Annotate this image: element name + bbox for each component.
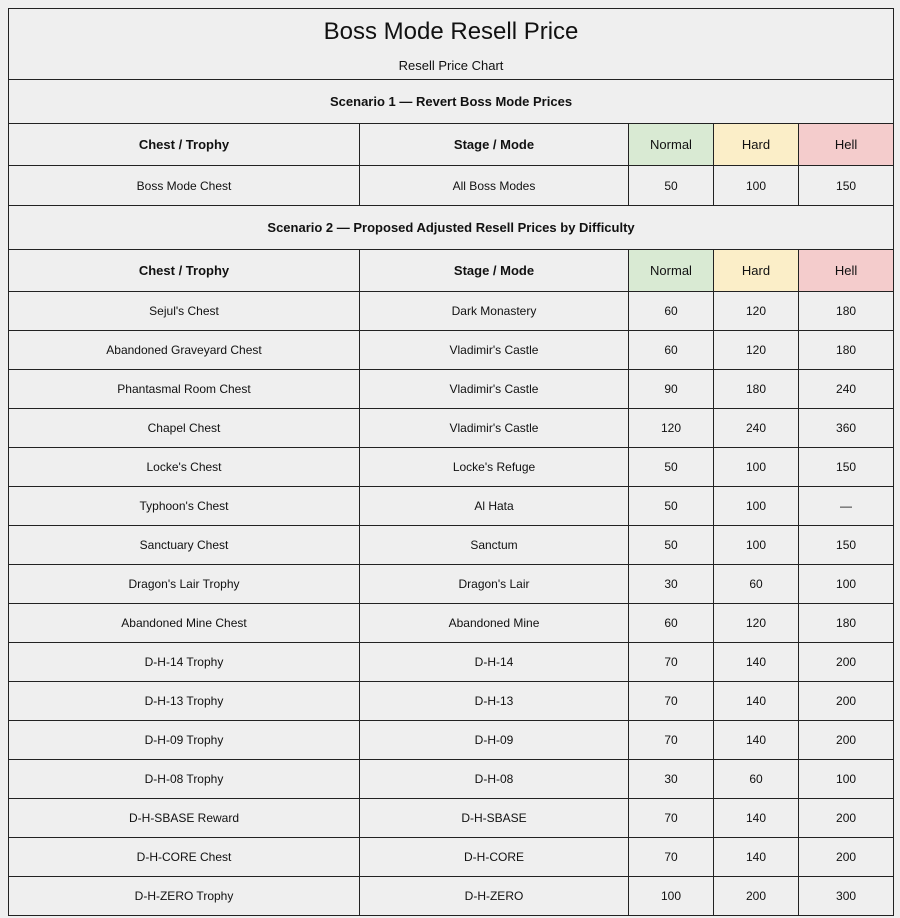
column-header-chest: Chest / Trophy — [9, 124, 360, 166]
cell-chest: Locke's Chest — [9, 448, 360, 487]
cell-hard: 240 — [714, 409, 799, 448]
cell-hard: 100 — [714, 166, 799, 206]
column-header-chest: Chest / Trophy — [9, 250, 360, 292]
table-row — [9, 643, 894, 682]
cell-stage: Vladimir's Castle — [360, 370, 629, 409]
title-cell — [9, 9, 894, 80]
cell-hard: 120 — [714, 292, 799, 331]
cell-normal: 90 — [629, 370, 714, 409]
scenario1-section-label: Scenario 1 — Revert Boss Mode Prices — [9, 80, 894, 124]
cell-chest: D-H-13 Trophy — [9, 682, 360, 721]
cell-normal: 30 — [629, 760, 714, 799]
cell-stage: Vladimir's Castle — [360, 331, 629, 370]
page-subtitle: Resell Price Chart — [398, 57, 504, 73]
scenario2-section-label: Scenario 2 — Proposed Adjusted Resell Prices by Difficulty — [9, 206, 894, 250]
column-header-normal: Normal — [629, 250, 714, 292]
cell-hard: 200 — [714, 877, 799, 916]
cell-hard: 120 — [714, 331, 799, 370]
cell-normal: 60 — [629, 331, 714, 370]
cell-hard: 140 — [714, 682, 799, 721]
cell-normal: 70 — [629, 721, 714, 760]
table-row — [9, 166, 894, 206]
cell-chest: Sejul's Chest — [9, 292, 360, 331]
table-row — [9, 721, 894, 760]
cell-stage: D-H-ZERO — [360, 877, 629, 916]
cell-hell: 300 — [799, 877, 894, 916]
cell-stage: Al Hata — [360, 487, 629, 526]
cell-normal: 60 — [629, 292, 714, 331]
column-header-hell: Hell — [799, 250, 894, 292]
cell-normal: 70 — [629, 643, 714, 682]
cell-hell: 180 — [799, 604, 894, 643]
cell-hell: — — [799, 487, 894, 526]
table-row — [9, 799, 894, 838]
cell-stage: D-H-09 — [360, 721, 629, 760]
cell-chest: D-H-14 Trophy — [9, 643, 360, 682]
table-row — [9, 877, 894, 916]
cell-chest: D-H-ZERO Trophy — [9, 877, 360, 916]
cell-hard: 100 — [714, 487, 799, 526]
cell-hell: 200 — [799, 721, 894, 760]
cell-hell: 100 — [799, 565, 894, 604]
cell-stage: D-H-13 — [360, 682, 629, 721]
scenario2-section-row — [9, 206, 894, 250]
table-row — [9, 370, 894, 409]
table-row — [9, 487, 894, 526]
cell-hell: 200 — [799, 643, 894, 682]
cell-hard: 140 — [714, 799, 799, 838]
cell-hell: 150 — [799, 166, 894, 206]
scenario1-section-row — [9, 80, 894, 124]
scenario2-header-row — [9, 250, 894, 292]
cell-chest: Abandoned Graveyard Chest — [9, 331, 360, 370]
cell-stage: D-H-14 — [360, 643, 629, 682]
table-row — [9, 760, 894, 799]
table-row — [9, 409, 894, 448]
page-title: Boss Mode Resell Price — [323, 17, 579, 45]
cell-hard: 180 — [714, 370, 799, 409]
column-header-normal: Normal — [629, 124, 714, 166]
cell-hell: 180 — [799, 331, 894, 370]
cell-stage: D-H-SBASE — [360, 799, 629, 838]
cell-normal: 70 — [629, 799, 714, 838]
cell-normal: 50 — [629, 448, 714, 487]
cell-chest: Abandoned Mine Chest — [9, 604, 360, 643]
cell-stage: All Boss Modes — [360, 166, 629, 206]
cell-hell: 180 — [799, 292, 894, 331]
resell-price-table — [8, 8, 894, 916]
cell-chest: Typhoon's Chest — [9, 487, 360, 526]
column-header-hard: Hard — [714, 124, 799, 166]
cell-chest: Sanctuary Chest — [9, 526, 360, 565]
cell-normal: 30 — [629, 565, 714, 604]
column-header-stage: Stage / Mode — [360, 250, 629, 292]
cell-stage: D-H-08 — [360, 760, 629, 799]
table-row — [9, 565, 894, 604]
cell-stage: Abandoned Mine — [360, 604, 629, 643]
cell-stage: Sanctum — [360, 526, 629, 565]
cell-chest: D-H-CORE Chest — [9, 838, 360, 877]
cell-normal: 50 — [629, 166, 714, 206]
scenario1-header-row — [9, 124, 894, 166]
table-row — [9, 838, 894, 877]
table-row — [9, 331, 894, 370]
cell-hell: 150 — [799, 448, 894, 487]
cell-normal: 120 — [629, 409, 714, 448]
cell-stage: Locke's Refuge — [360, 448, 629, 487]
cell-hell: 200 — [799, 682, 894, 721]
title-row — [9, 9, 894, 80]
cell-normal: 60 — [629, 604, 714, 643]
column-header-hard: Hard — [714, 250, 799, 292]
cell-chest: D-H-SBASE Reward — [9, 799, 360, 838]
cell-normal: 70 — [629, 838, 714, 877]
cell-normal: 50 — [629, 487, 714, 526]
cell-stage: Dragon's Lair — [360, 565, 629, 604]
cell-stage: Vladimir's Castle — [360, 409, 629, 448]
cell-hard: 120 — [714, 604, 799, 643]
cell-chest: Boss Mode Chest — [9, 166, 360, 206]
cell-hell: 100 — [799, 760, 894, 799]
table-row — [9, 292, 894, 331]
table-row — [9, 448, 894, 487]
cell-normal: 50 — [629, 526, 714, 565]
table-row — [9, 682, 894, 721]
cell-chest: Chapel Chest — [9, 409, 360, 448]
cell-normal: 70 — [629, 682, 714, 721]
cell-chest: Dragon's Lair Trophy — [9, 565, 360, 604]
column-header-hell: Hell — [799, 124, 894, 166]
cell-chest: D-H-09 Trophy — [9, 721, 360, 760]
cell-hard: 100 — [714, 448, 799, 487]
cell-hell: 240 — [799, 370, 894, 409]
cell-hard: 140 — [714, 643, 799, 682]
cell-hard: 60 — [714, 760, 799, 799]
table-row — [9, 526, 894, 565]
cell-hard: 140 — [714, 721, 799, 760]
cell-hell: 150 — [799, 526, 894, 565]
table-row — [9, 604, 894, 643]
cell-chest: Phantasmal Room Chest — [9, 370, 360, 409]
cell-hell: 360 — [799, 409, 894, 448]
cell-hard: 100 — [714, 526, 799, 565]
cell-stage: Dark Monastery — [360, 292, 629, 331]
cell-stage: D-H-CORE — [360, 838, 629, 877]
cell-hell: 200 — [799, 799, 894, 838]
cell-chest: D-H-08 Trophy — [9, 760, 360, 799]
cell-hell: 200 — [799, 838, 894, 877]
column-header-stage: Stage / Mode — [360, 124, 629, 166]
cell-normal: 100 — [629, 877, 714, 916]
cell-hard: 140 — [714, 838, 799, 877]
cell-hard: 60 — [714, 565, 799, 604]
